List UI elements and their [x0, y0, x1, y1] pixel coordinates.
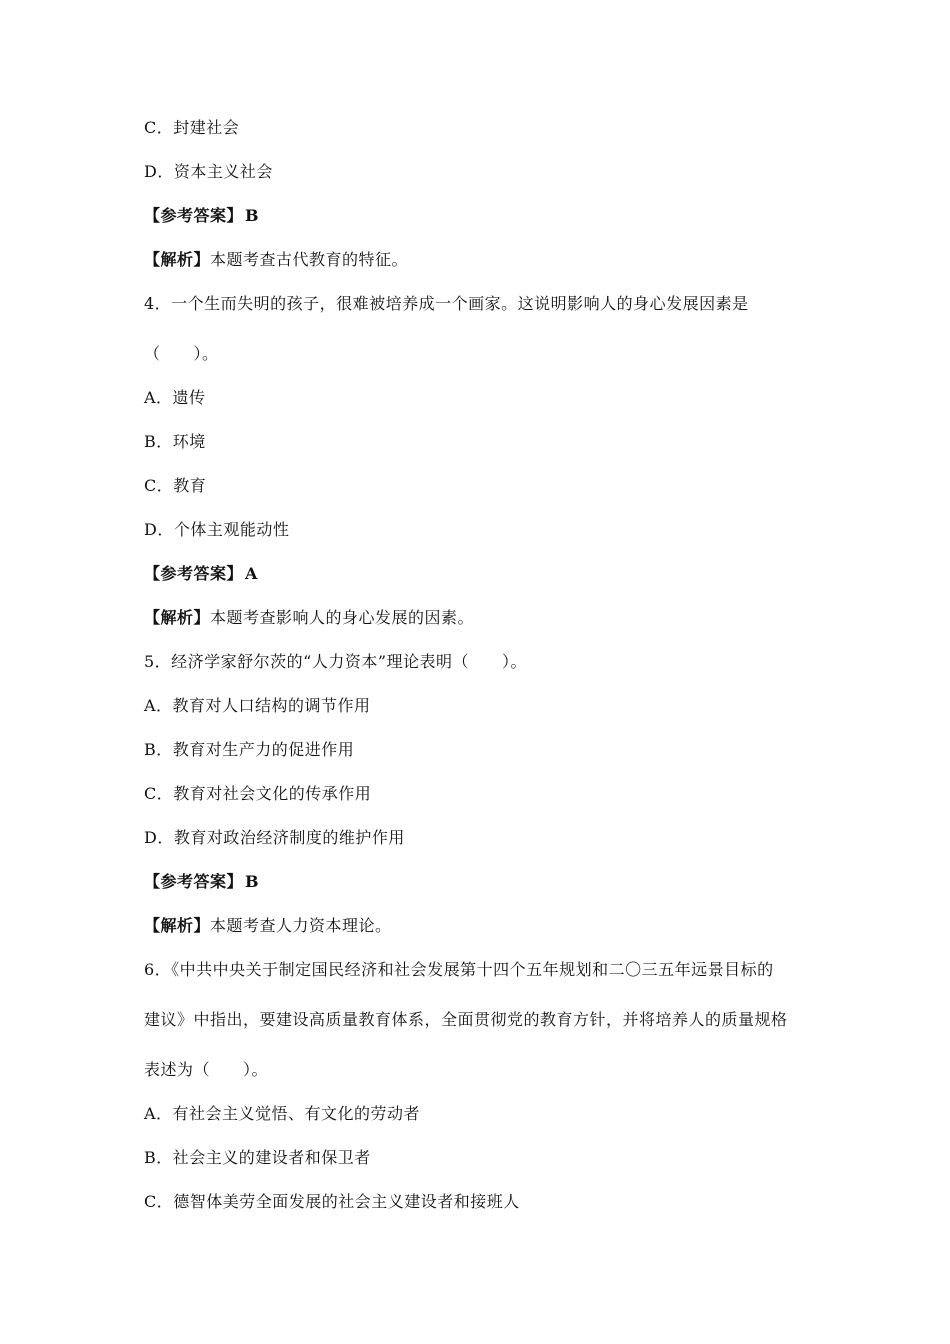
answer-value: A	[245, 564, 258, 583]
q4-analysis	[144, 608, 474, 628]
q3-option-c: C．封建社会	[144, 118, 240, 137]
q5-option-a: A．教育对人口结构的调节作用	[144, 696, 371, 715]
q4-stem-line-1: 4．一个生而失明的孩子，很难被培养成一个画家。这说明影响人的身心发展因素是	[144, 294, 749, 313]
answer-label: 【参考答案】	[144, 564, 244, 583]
q6-option-c: C．德智体美劳全面发展的社会主义建设者和接班人	[144, 1192, 520, 1211]
analysis-label: 【解析】	[144, 250, 211, 269]
answer-value: B	[245, 872, 260, 891]
analysis-text: 本题考查人力资本理论。	[210, 916, 392, 935]
q4-stem-line-2: （ ）。	[144, 344, 219, 363]
q3-analysis	[144, 250, 408, 270]
q3-option-d: D．资本主义社会	[144, 162, 273, 181]
q4-option-d: D．个体主观能动性	[144, 520, 290, 539]
q5-analysis	[144, 916, 392, 936]
analysis-text: 本题考查古代教育的特征。	[210, 250, 409, 269]
q3-answer	[144, 206, 259, 226]
analysis-label: 【解析】	[144, 916, 211, 935]
q6-option-a: A．有社会主义觉悟、有文化的劳动者	[144, 1104, 421, 1123]
q4-option-b: B．环境	[144, 432, 206, 451]
q5-option-b: B．教育对生产力的促进作用	[144, 740, 355, 759]
q5-stem: 5．经济学家舒尔茨的“人力资本”理论表明（ ）。	[144, 652, 528, 671]
q6-stem-line-1: 6．《中共中央关于制定国民经济和社会发展第十四个五年规划和二〇三五年远景目标的	[144, 960, 774, 979]
q5-answer	[144, 872, 259, 892]
q4-answer	[144, 564, 258, 584]
q6-option-b: B．社会主义的建设者和保卫者	[144, 1148, 371, 1167]
analysis-text: 本题考查影响人的身心发展的因素。	[210, 608, 475, 627]
answer-label: 【参考答案】	[144, 206, 244, 225]
q6-stem-line-3: 表述为（ ）。	[144, 1060, 269, 1079]
q5-option-d: D．教育对政治经济制度的维护作用	[144, 828, 405, 847]
answer-value: B	[245, 206, 260, 225]
analysis-label: 【解析】	[144, 608, 211, 627]
q4-option-c: C．教育	[144, 476, 207, 495]
q6-stem-line-2: 建议》中指出，要建设高质量教育体系，全面贯彻党的教育方针，并将培养人的质量规格	[144, 1010, 788, 1029]
q5-option-c: C．教育对社会文化的传承作用	[144, 784, 372, 803]
q4-option-a: A．遗传	[144, 388, 206, 407]
answer-label: 【参考答案】	[144, 872, 244, 891]
